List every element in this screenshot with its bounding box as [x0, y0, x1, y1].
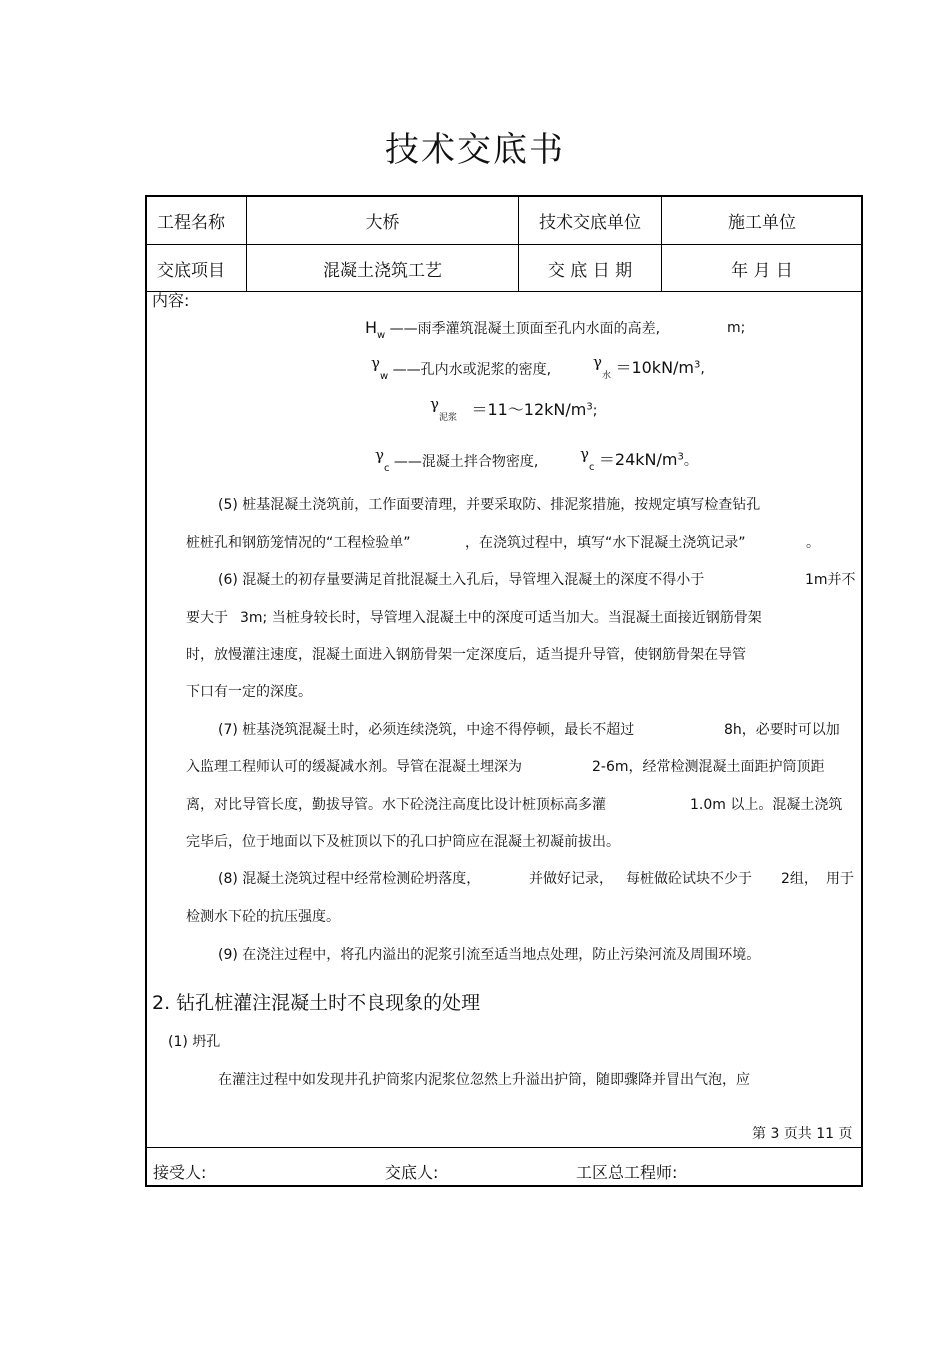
paragraph-6-line-1a: (6) 混凝土的初存量要满足首批混凝土入孔后，导管埋入混凝土的深度不得小于: [218, 572, 705, 588]
formula-hw-unit: m;: [727, 320, 746, 336]
paragraph-5-line-2b: ，在浇筑过程中，填写“水下混凝土浇筑记录”: [465, 535, 746, 551]
chief-engineer-label: 工区总工程师:: [576, 1163, 678, 1182]
paragraph-6-line-3: 时，放慢灌注速度，混凝土面进入钢筋骨架一定深度后，适当提升导管，使钢筋骨架在导管: [186, 647, 746, 663]
paragraph-8-line-1e: 用于: [826, 871, 854, 887]
paragraph-6-line-4: 下口有一定的深度。: [186, 684, 312, 700]
paragraph-7-line-2a: 入监理工程师认可的缓凝减水剂。导管在混凝土埋深为: [186, 759, 522, 775]
formula-hw: $H_w$ ——雨季灌筑混凝土顶面至孔内水面的高差,: [365, 318, 661, 341]
section-2-heading: 2. 钻孔桩灌注混凝土时不良现象的处理: [152, 992, 481, 1014]
paragraph-8-line-2: 检测水下砼的抗压强度。: [186, 909, 340, 925]
row-divider: [147, 291, 861, 292]
paragraph-7-line-4: 完毕后，位于地面以下及桩顶以下的孔口护筒应在混凝土初凝前拔出。: [186, 834, 620, 850]
page-number: 第 3 页共 11 页: [752, 1126, 853, 1142]
paragraph-5-line-2a: 桩桩孔和钢筋笼情况的“工程检验单”: [186, 535, 411, 551]
formula-gamma-water: $\gamma_水 =10kN/m^3$,: [593, 353, 705, 381]
paragraph-7-line-2b: 2-6m，经常检测混凝土面距护筒顶距: [592, 759, 825, 775]
content-label: 内容:: [152, 291, 190, 310]
formula-gamma-c-value: $\gamma_c =24kN/m^3$。: [580, 445, 698, 473]
row-divider: [147, 1147, 861, 1148]
disclosure-date-label: 交 底 日 期: [547, 260, 633, 281]
paragraph-5-line-1: (5) 桩基混凝土浇筑前，工作面要清理，并要采取防、排泥浆措施，按规定填写检查钻孔: [218, 497, 761, 513]
formula-gamma-w: $\gamma_w$ ——孔内水或泥浆的密度,: [371, 354, 552, 382]
paragraph-7-line-3a: 离，对比导管长度，勤拔导管。水下砼浇注高度比设计桩顶标高多灌: [186, 797, 606, 813]
section-2-subheading-1: (1) 坍孔: [168, 1034, 221, 1050]
paragraph-8-line-1a: (8) 混凝土浇筑过程中经常检测砼坍落度，: [218, 871, 481, 887]
paragraph-6-line-2b: 3m; 当桩身较长时，导管埋入混凝土中的深度可适当加大。当混凝土面接近钢筋骨架: [240, 610, 762, 626]
issuer-label: 交底人:: [385, 1163, 439, 1182]
formula-gamma-c: $\gamma_c$ ——混凝土拌合物密度,: [375, 446, 539, 474]
paragraph-6-line-2a: 要大于: [186, 610, 228, 626]
project-name-value: 大桥: [365, 213, 400, 233]
paragraph-9-line-1: (9) 在浇注过程中，将孔内溢出的泥浆引流至适当地点处理，防止污染河流及周围环境。: [218, 947, 761, 963]
paragraph-6-line-1b: 1m并不: [805, 572, 856, 588]
formula-gamma-mud: $\gamma_{泥浆}$ $=11\sim 12kN/m^3$;: [430, 395, 598, 423]
paragraph-7-line-3b: 1.0m 以上。混凝土浇筑: [690, 797, 843, 813]
paragraph-5-line-2c: 。: [806, 535, 820, 551]
page-title: 技术交底书: [385, 130, 565, 170]
paragraph-7-line-1b: 8h，必要时可以加: [724, 722, 840, 738]
disclosure-date-value: 年 月 日: [731, 260, 793, 281]
project-name-label: 工程名称: [157, 213, 225, 233]
disclosure-item-value: 混凝土浇筑工艺: [323, 260, 442, 281]
disclosure-unit-value: 施工单位: [728, 213, 796, 233]
paragraph-8-line-1b: 并做好记录，: [529, 871, 613, 887]
receiver-label: 接受人:: [153, 1163, 207, 1182]
disclosure-item-label: 交底项目: [157, 260, 225, 281]
disclosure-unit-label: 技术交底单位: [539, 213, 641, 233]
paragraph-8-line-1d: 2组，: [781, 871, 818, 887]
paragraph-7-line-1a: (7) 桩基浇筑混凝土时，必须连续浇筑，中途不得停顿，最长不超过: [218, 722, 635, 738]
paragraph-8-line-1c: 每桩做砼试块不少于: [626, 871, 752, 887]
section-2-text-1: 在灌注过程中如发现井孔护筒浆内泥浆位忽然上升溢出护筒，随即骤降并冒出气泡，应: [218, 1072, 750, 1088]
